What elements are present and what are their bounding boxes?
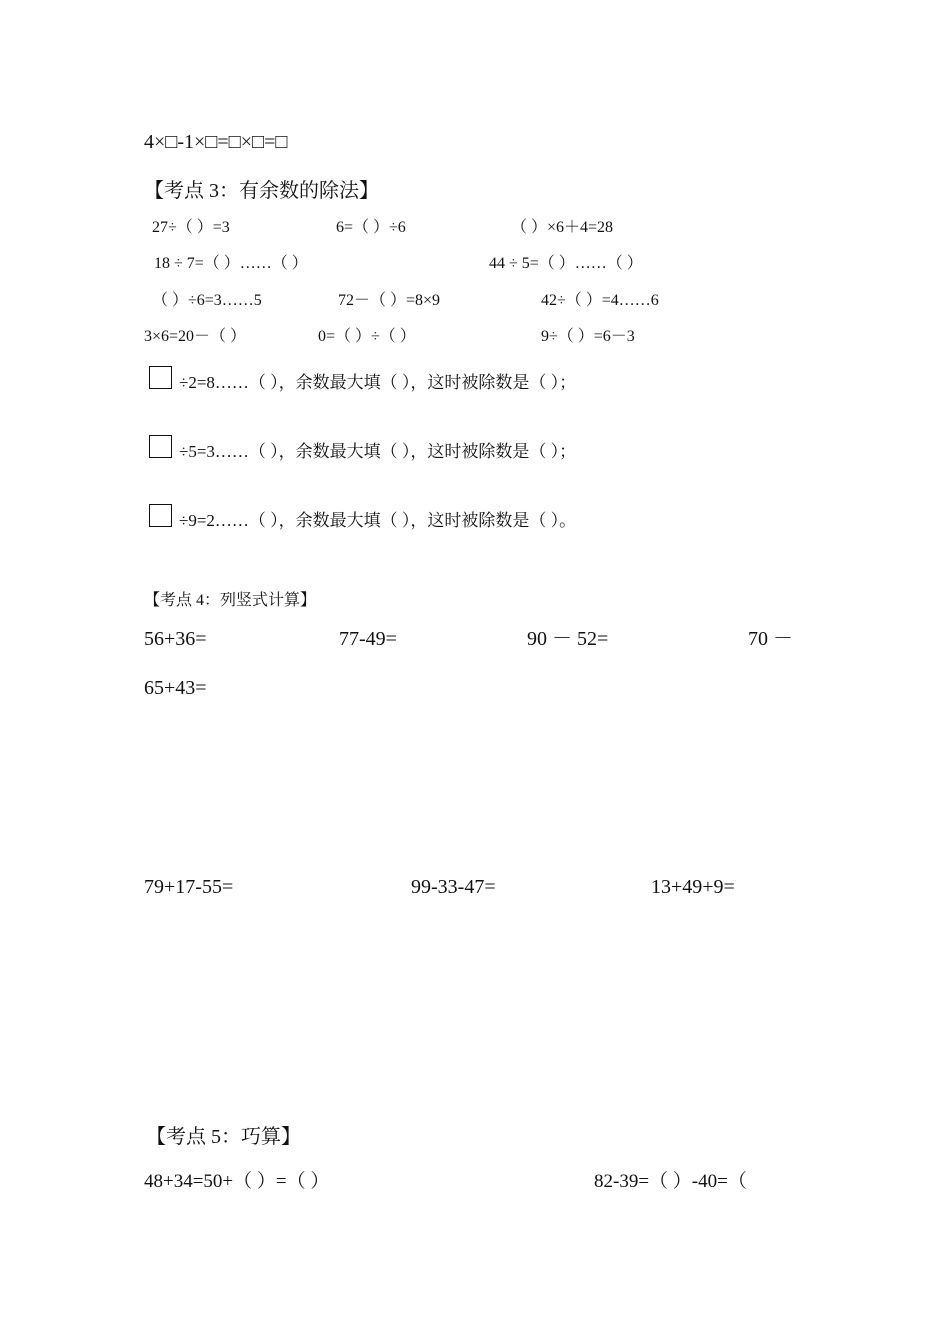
remainder-line-2: ÷5=3……（ ），余数最大填（ ），这时被除数是（ ）； (179, 442, 577, 461)
remainder-line-3: ÷9=2……（ ），余数最大填（ ），这时被除数是（ ）。 (179, 511, 577, 530)
s4-r2-c3: 13+49+9= (651, 876, 735, 898)
section3-heading: 【考点 3：有余数的除法】 (144, 180, 379, 202)
answer-box-1 (149, 366, 172, 389)
s4-r1-c2: 77-49= (339, 628, 397, 650)
s3-r3-c3: 42÷（ ）=4……6 (541, 292, 659, 309)
answer-box-2 (149, 435, 172, 458)
s3-r1-c2: 6=（ ）÷6 (336, 219, 406, 236)
s4-r1-c1: 56+36= (144, 628, 207, 650)
section5-heading: 【考点 5：巧算】 (146, 1126, 301, 1148)
s3-r3-c2: 72－（ ）=8×9 (338, 292, 441, 309)
s3-r1-c1: 27÷（ ）=3 (152, 219, 230, 236)
s4-r1-c4: 70 － (748, 628, 793, 650)
s4-r1-cont: 65+43= (144, 677, 207, 699)
s3-r3-c1: （ ）÷6=3……5 (152, 292, 262, 309)
s5-item-2: 82-39=（ ）-40=（ (594, 1171, 747, 1192)
s3-r4-c3: 9÷（ ）=6－3 (541, 328, 635, 345)
top-equation: 4×□-1×□=□×□=□ (144, 131, 288, 153)
s4-r1-c3: 90 － 52= (527, 628, 609, 650)
section4-heading: 【考点 4：列竖式计算】 (144, 592, 317, 609)
s5-item-1: 48+34=50+（ ）=（ ） (144, 1171, 330, 1192)
s4-r2-c1: 79+17-55= (144, 876, 234, 898)
s4-r2-c2: 99-33-47= (411, 876, 496, 898)
answer-box-3 (149, 504, 172, 527)
remainder-line-1: ÷2=8……（ ），余数最大填（ ），这时被除数是（ ）； (179, 373, 577, 392)
s3-r4-c2: 0=（ ）÷（ ） (318, 328, 416, 345)
s3-r4-c1: 3×6=20－（ ） (144, 328, 247, 345)
s3-r1-c3: （ ）×6＋4=28 (511, 219, 614, 236)
s3-r2-c1: 18 ÷ 7=（ ）……（ ） (154, 255, 308, 272)
s3-r2-c2: 44 ÷ 5=（ ）……（ ） (489, 255, 643, 272)
